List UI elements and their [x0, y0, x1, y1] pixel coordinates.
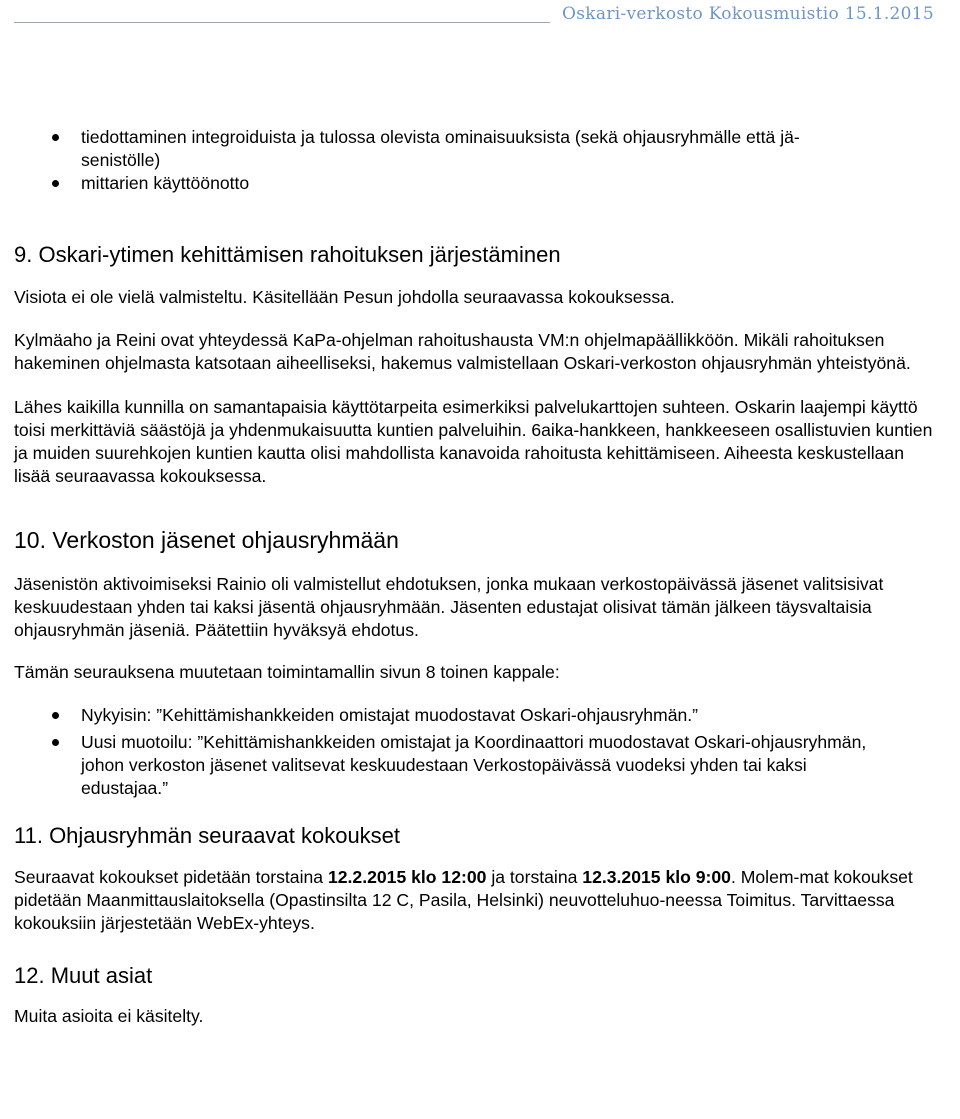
- bullet-icon: [52, 739, 59, 746]
- bullet-icon: [52, 712, 59, 719]
- list-item-text: Uusi muotoilu: ”Kehittämishankkeiden omistajat ja Koordinaattori muodostavat Oskari-ohjausryhmän, johon verkoston jäsenet valitsevat keskuudestaan Verkostopäivässä vuodeksi yhden tai kaksi edustajaa.”: [81, 732, 867, 798]
- meeting-date-1: 12.2.2015 klo 12:00: [327, 867, 487, 887]
- text-run: Seuraavat kokoukset pidetään torstaina: [14, 867, 328, 887]
- meeting-date-2: 12.3.2015 klo 9:00: [582, 867, 731, 887]
- section-11-paragraph: [14, 866, 944, 935]
- list-item: [14, 172, 944, 195]
- document-body: [14, 0, 944, 1028]
- list-item-text: mittarien käyttöönotto: [81, 173, 250, 193]
- list-item: [14, 731, 893, 800]
- section-12-heading: 12. Muut asiat: [14, 963, 153, 988]
- text-run: . Molem-mat kokoukset pidetään Maanmittauslaitoksella (Opastinsilta 12 C, Pasila, Helsinki) neuvotteluhuo-neessa Toimitus. Tarvittaessa kokouksiin järjestetään WebEx-yhteys.: [14, 867, 913, 933]
- header-title: Oskari-verkosto Kokousmuistio 15.1.2015: [550, 4, 946, 24]
- section-11-heading: 11. Ohjausryhmän seuraavat kokoukset: [14, 823, 401, 848]
- section-9-paragraph-3: Lähes kaikilla kunnilla on samantapaisia käyttötarpeita esimerkiksi palvelukarttojen suhteen. Oskarin laajempi käyttö toisi merkittäviä säästöjä ja yhdenmukaisuutta kuntien palveluihin. 6aika-hankkeen, hankkeeseen osallistuvien kuntien ja muiden suurehkojen kuntien kautta olisi mahdollista kanavoida rahoitusta kehittämiseen. Aiheesta keskustellaan lisää seuraavassa kokouksessa.: [14, 397, 933, 486]
- section-9-heading: 9. Oskari-ytimen kehittämisen rahoituksen järjestäminen: [14, 242, 561, 267]
- list-item-text: tiedottaminen integroiduista ja tulossa olevista ominaisuuksista (sekä ohjausryhmälle että jä-senistölle): [81, 127, 800, 170]
- list-item: [14, 126, 871, 172]
- section-10-bullet-list: [14, 704, 944, 800]
- section-10-paragraph-2: Tämän seurauksena muutetaan toimintamallin sivun 8 toinen kappale:: [14, 662, 560, 682]
- section-9-paragraph-1: Visiota ei ole vielä valmisteltu. Käsitellään Pesun johdolla seuraavassa kokouksessa.: [14, 287, 675, 307]
- list-item: [14, 704, 944, 727]
- section-12-paragraph: Muita asioita ei käsitelty.: [14, 1006, 204, 1026]
- top-bullet-list: [14, 126, 944, 195]
- section-10-paragraph-1: Jäsenistön aktivoimiseksi Rainio oli valmistellut ehdotuksen, jonka mukaan verkostopäivässä jäsenet valitsisivat keskuudestaan yhden tai kaksi jäsentä ohjausryhmään. Jäsenten edustajat olisivat tämän jälkeen täysvaltaisia ohjausryhmän jäseniä. Päätettiin hyväksyä ehdotus.: [14, 574, 884, 640]
- bullet-icon: [52, 180, 59, 187]
- text-run: ja torstaina: [486, 867, 583, 887]
- list-item-text: Nykyisin: ”Kehittämishankkeiden omistajat muodostavat Oskari-ohjausryhmän.”: [81, 705, 699, 725]
- section-10-heading: 10. Verkoston jäsenet ohjausryhmään: [14, 527, 399, 553]
- section-9-paragraph-2: Kylmäaho ja Reini ovat yhteydessä KaPa-ohjelman rahoitushausta VM:n ohjelmapäällikköön. Mikäli rahoituksen hakeminen ohjelmasta katsotaan aiheelliseksi, hakemus valmistellaan Oskari-verkoston ohjausryhmän yhteistyönä.: [14, 330, 911, 373]
- bullet-icon: [52, 134, 59, 141]
